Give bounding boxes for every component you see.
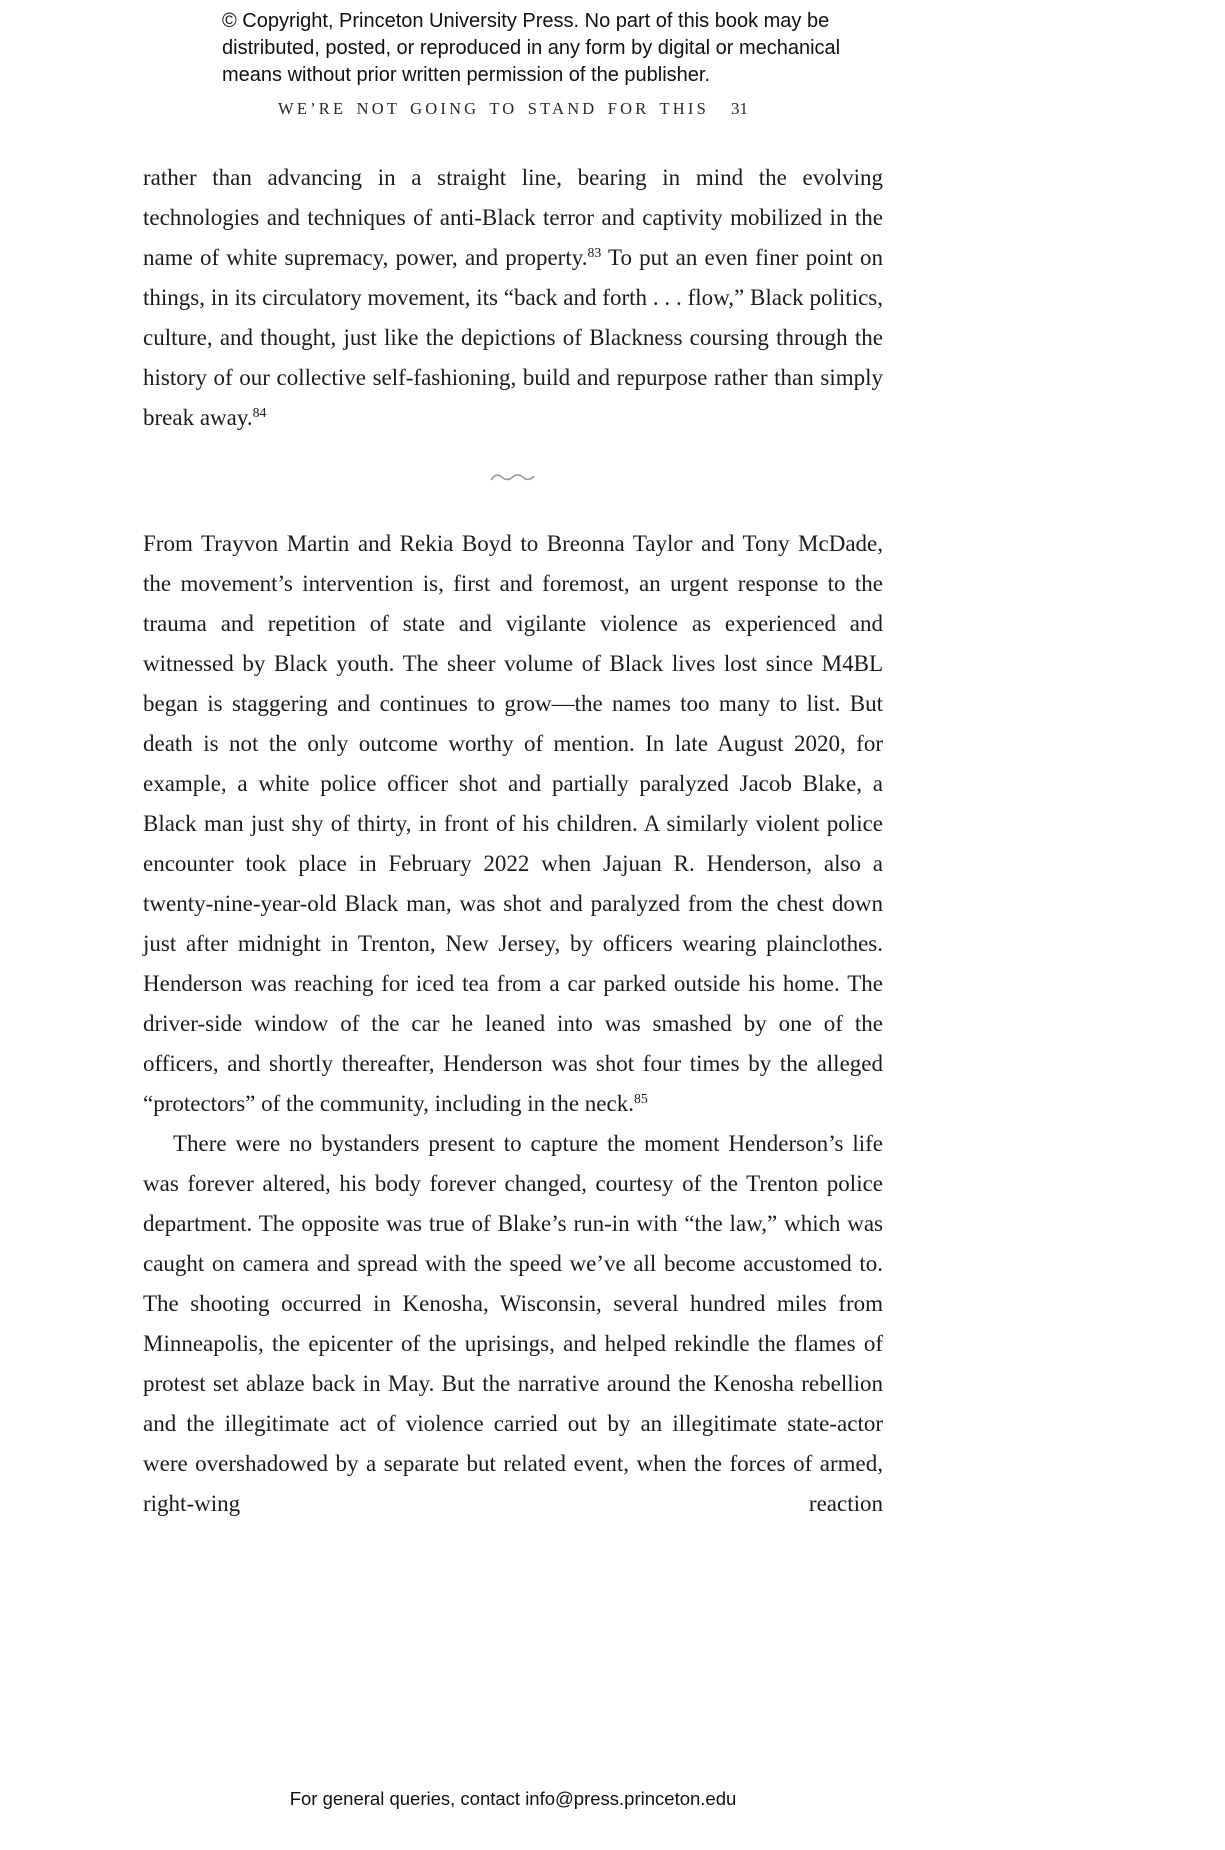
footer-contact-text: For general queries, contact info@press.princeton.edu — [289, 1788, 737, 1809]
section-break-ornament — [143, 472, 883, 484]
copyright-line: means without prior written permission of the publisher. — [222, 64, 711, 86]
copyright-line: © Copyright, Princeton University Press. No part of this book may be — [222, 10, 830, 32]
paragraph: rather than advancing in a straight line, bearing in mind the evolving technologies and techniques of anti-Black terror and captivity mobilized in the name of white supremacy, power, and property.$^{83}$ To put an even finer point on things, in its circulatory movement, its “back and forth . . . flow,” Black politics, culture, and thought, just like the depictions of Blackness coursing through the history of our collective self-fashioning, build and repurpose rather than simply break away.$^{84}$ — [143, 165, 883, 430]
wavy-divider-icon — [490, 472, 536, 484]
paragraph: There were no bystanders present to capture the moment Henderson’s life was forever altered, his body forever changed, courtesy of the Trenton police department. The opposite was true of Blake’s run-in with “the law,” which was caught on camera and spread with the speed we’ve all become accustomed to. The shooting occurred in Kenosha, Wisconsin, several hundred miles from Minneapolis, the epicenter of the uprisings, and helped rekindle the flames of protest set ablaze back in May. But the narrative around the Kenosha rebellion and the illegitimate act of violence carried out by an illegitimate state-actor were overshadowed by a separate but related event, when the forces of armed, right-wing reaction — [143, 1131, 883, 1516]
page-body — [143, 158, 883, 1524]
footnote-reference: 84 — [252, 405, 267, 421]
page-number: 31 — [730, 99, 748, 118]
page-footer — [143, 1788, 883, 1810]
running-head — [143, 99, 883, 119]
footnote-reference: 83 — [587, 245, 602, 261]
copyright-line: distributed, posted, or reproduced in any form by digital or mechanical — [222, 37, 841, 59]
paragraph: From Trayvon Martin and Rekia Boyd to Breonna Taylor and Tony McDade, the movement’s intervention is, first and foremost, an urgent response to the trauma and repetition of state and vigilante violence as experienced and witnessed by Black youth. The sheer volume of Black lives lost since M4BL began is staggering and continues to grow—the names too many to list. But death is not the only outcome worthy of mention. In late August 2020, for example, a white police officer shot and partially paralyzed Jacob Blake, a Black man just shy of thirty, in front of his children. A similarly violent police encounter took place in February 2022 when Jajuan R. Henderson, also a twenty-nine-year-old Black man, was shot and paralyzed from the chest down just after midnight in Trenton, New Jersey, by officers wearing plainclothes. Henderson was reaching for iced tea from a car parked outside his home. The driver-side window of the car he leaned into was smashed by one of the officers, and shortly thereafter, Henderson was shot four times by the alleged “protectors” of the community, including in the neck.$^{85}$ — [143, 531, 883, 1116]
copyright-notice — [222, 8, 862, 89]
footnote-reference: 85 — [633, 1091, 648, 1107]
running-head-title: WE’RE NOT GOING TO STAND FOR THIS — [278, 99, 709, 118]
